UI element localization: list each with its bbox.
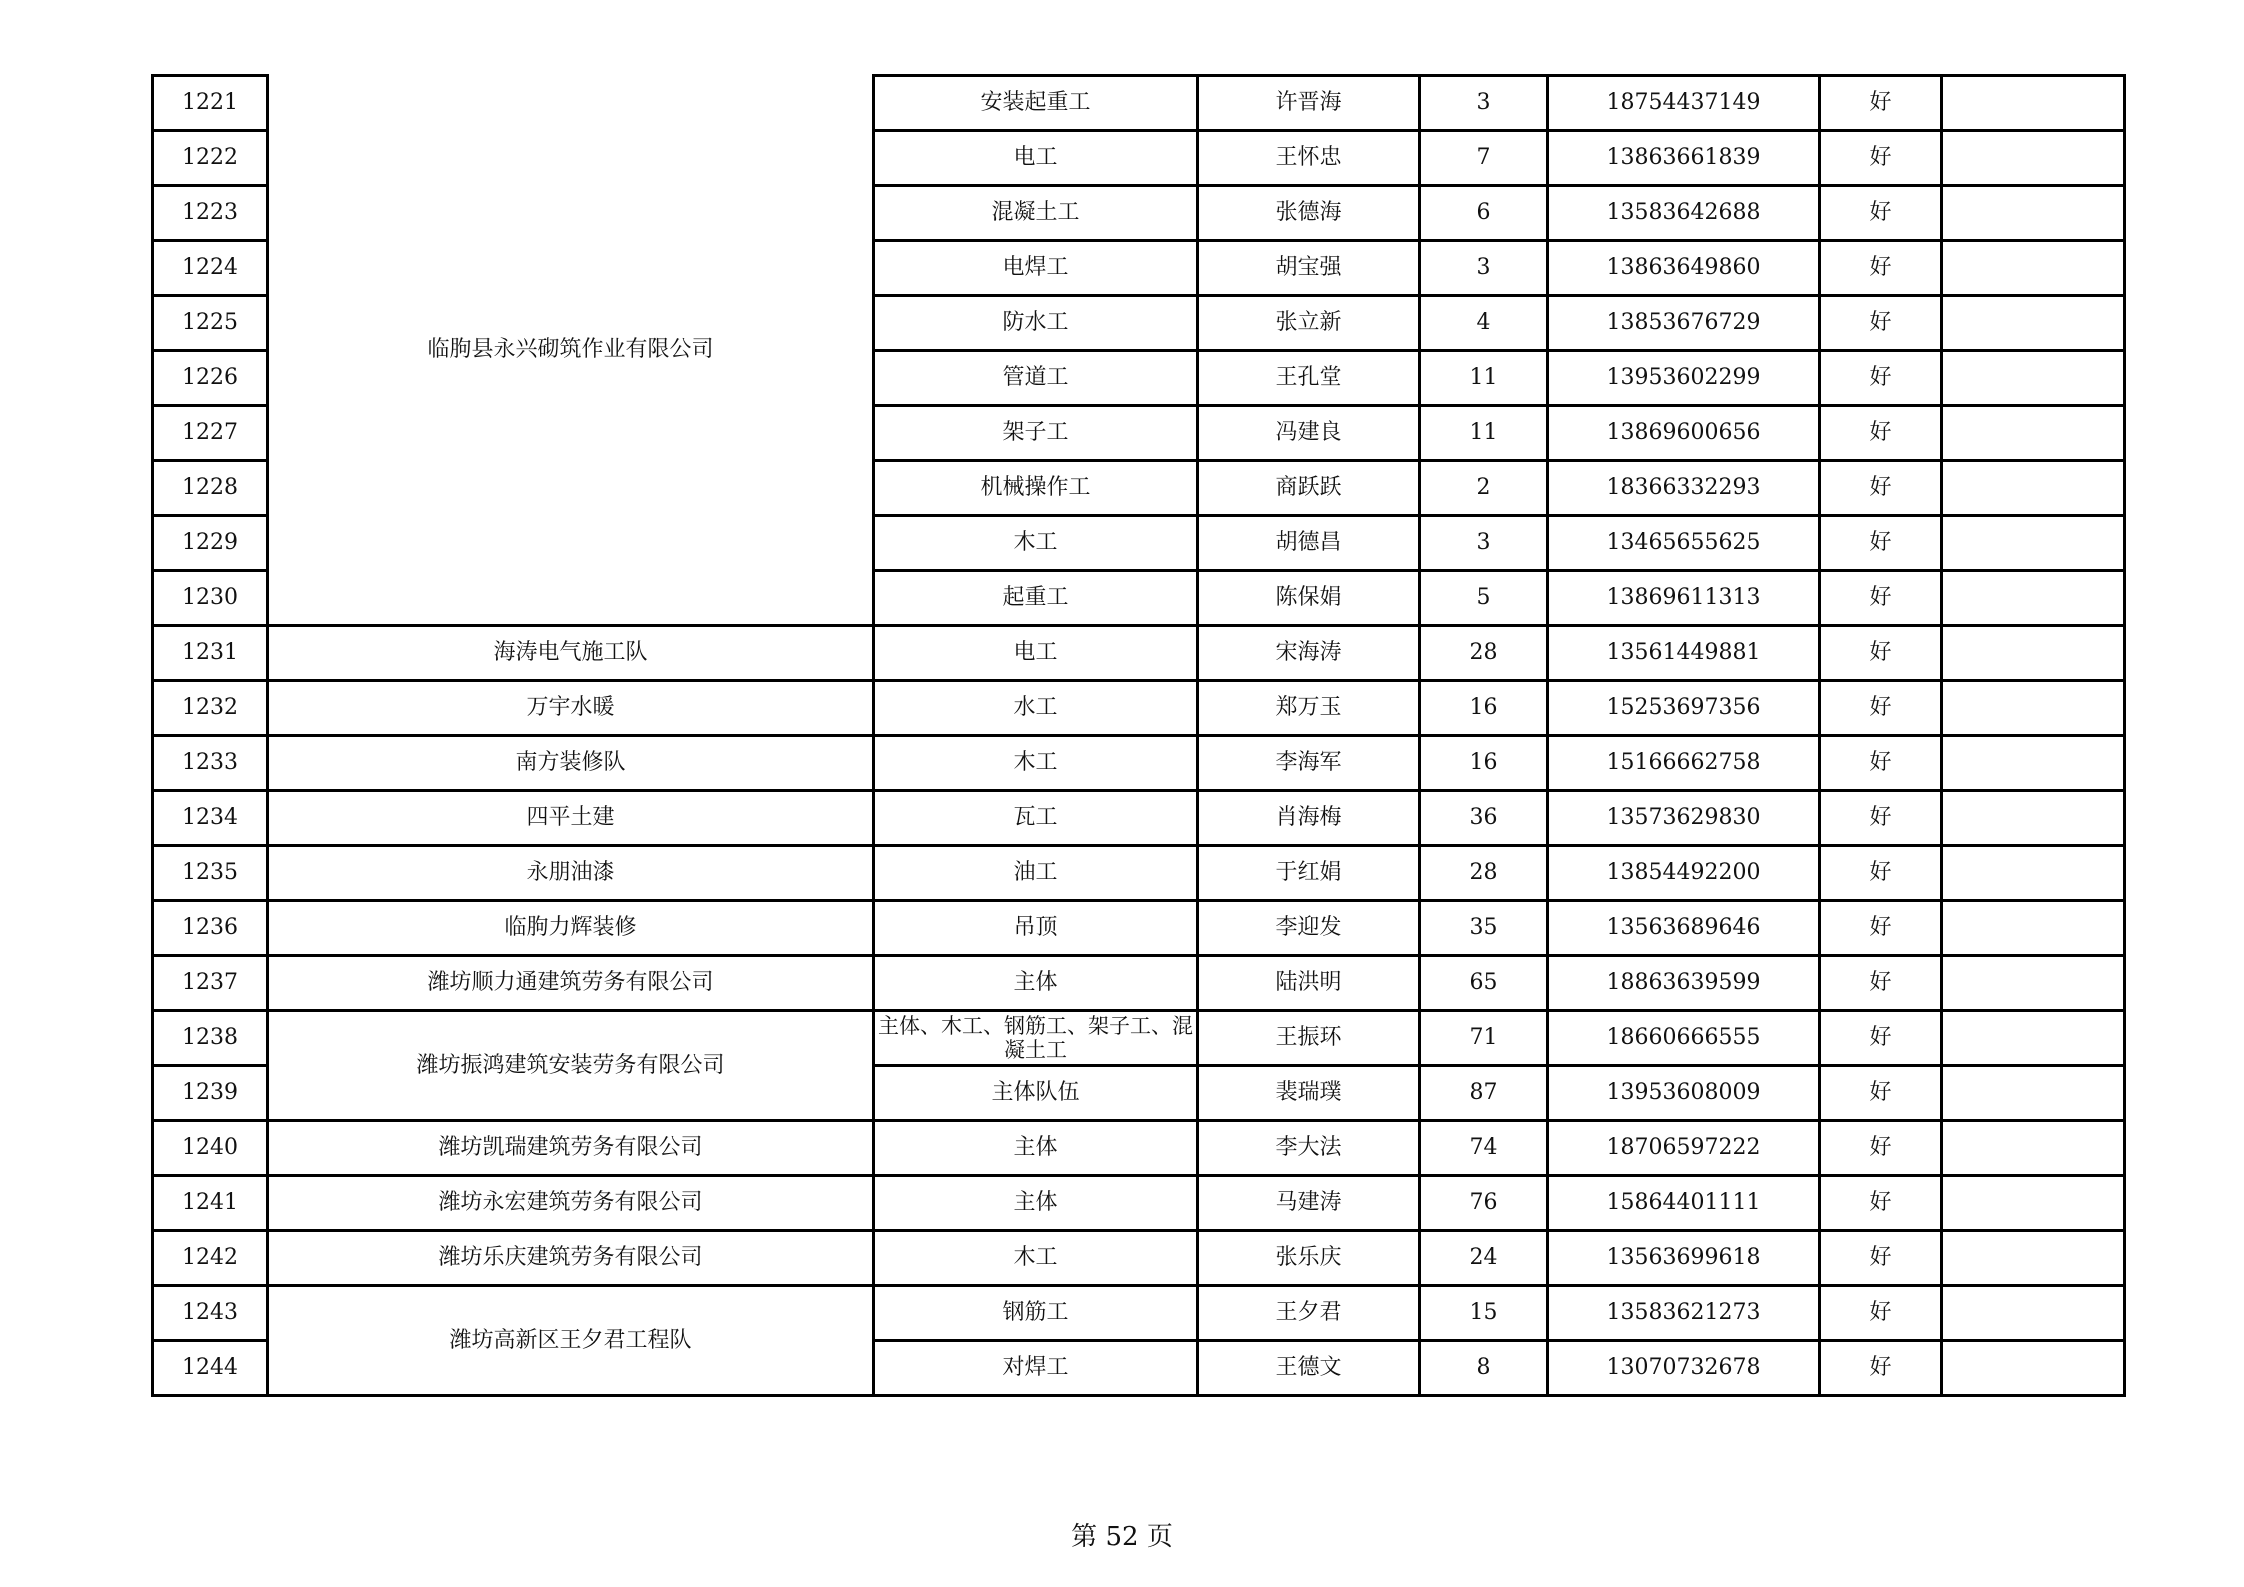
no-cell: 1243	[153, 1286, 268, 1341]
remark-cell	[1942, 131, 2125, 186]
count-cell: 6	[1420, 186, 1548, 241]
table-row	[153, 76, 2125, 131]
company-cell: 万宇水暖	[268, 681, 874, 736]
remark-cell	[1942, 1066, 2125, 1121]
phone-cell: 15864401111	[1548, 1176, 1820, 1231]
table-row	[153, 681, 2125, 736]
remark-cell	[1942, 186, 2125, 241]
rating-cell: 好	[1820, 681, 1942, 736]
leader-cell: 王德文	[1198, 1341, 1420, 1396]
phone-cell: 13563699618	[1548, 1231, 1820, 1286]
trade-cell: 机械操作工	[874, 461, 1198, 516]
no-cell: 1231	[153, 626, 268, 681]
phone-cell: 15166662758	[1548, 736, 1820, 791]
remark-cell	[1942, 791, 2125, 846]
trade-cell: 起重工	[874, 571, 1198, 626]
trade-cell: 管道工	[874, 351, 1198, 406]
remark-cell	[1942, 351, 2125, 406]
no-cell: 1224	[153, 241, 268, 296]
count-cell: 3	[1420, 241, 1548, 296]
no-cell: 1234	[153, 791, 268, 846]
phone-cell: 13863649860	[1548, 241, 1820, 296]
rating-cell: 好	[1820, 516, 1942, 571]
trade-cell: 混凝土工	[874, 186, 1198, 241]
phone-cell: 18754437149	[1548, 76, 1820, 131]
leader-cell: 商跃跃	[1198, 461, 1420, 516]
company-cell: 潍坊永宏建筑劳务有限公司	[268, 1176, 874, 1231]
count-cell: 76	[1420, 1176, 1548, 1231]
remark-cell	[1942, 901, 2125, 956]
rating-cell: 好	[1820, 1231, 1942, 1286]
company-cell: 临朐县永兴砌筑作业有限公司	[268, 76, 874, 626]
trade-cell: 主体	[874, 956, 1198, 1011]
count-cell: 87	[1420, 1066, 1548, 1121]
phone-cell: 13869611313	[1548, 571, 1820, 626]
table-row	[153, 956, 2125, 1011]
company-cell: 南方装修队	[268, 736, 874, 791]
remark-cell	[1942, 1231, 2125, 1286]
leader-cell: 宋海涛	[1198, 626, 1420, 681]
count-cell: 24	[1420, 1231, 1548, 1286]
count-cell: 65	[1420, 956, 1548, 1011]
count-cell: 3	[1420, 516, 1548, 571]
no-cell: 1235	[153, 846, 268, 901]
table-row	[153, 1121, 2125, 1176]
page-number	[0, 1516, 2244, 1553]
trade-cell: 油工	[874, 846, 1198, 901]
phone-cell: 13561449881	[1548, 626, 1820, 681]
company-cell: 潍坊顺力通建筑劳务有限公司	[268, 956, 874, 1011]
trade-cell: 木工	[874, 516, 1198, 571]
trade-cell: 电工	[874, 131, 1198, 186]
leader-cell: 裴瑞璞	[1198, 1066, 1420, 1121]
remark-cell	[1942, 1011, 2125, 1066]
rating-cell: 好	[1820, 791, 1942, 846]
remark-cell	[1942, 1121, 2125, 1176]
trade-cell: 木工	[874, 736, 1198, 791]
leader-cell: 于红娟	[1198, 846, 1420, 901]
no-cell: 1244	[153, 1341, 268, 1396]
company-cell: 海涛电气施工队	[268, 626, 874, 681]
leader-cell: 冯建良	[1198, 406, 1420, 461]
trade-cell: 主体	[874, 1176, 1198, 1231]
remark-cell	[1942, 516, 2125, 571]
no-cell: 1221	[153, 76, 268, 131]
trade-cell: 对焊工	[874, 1341, 1198, 1396]
count-cell: 74	[1420, 1121, 1548, 1176]
leader-cell: 李大法	[1198, 1121, 1420, 1176]
trade-cell: 钢筋工	[874, 1286, 1198, 1341]
count-cell: 11	[1420, 406, 1548, 461]
count-cell: 28	[1420, 626, 1548, 681]
phone-cell: 13563689646	[1548, 901, 1820, 956]
trade-cell: 瓦工	[874, 791, 1198, 846]
leader-cell: 许晋海	[1198, 76, 1420, 131]
rating-cell: 好	[1820, 76, 1942, 131]
table-row	[153, 1231, 2125, 1286]
rating-cell: 好	[1820, 1176, 1942, 1231]
remark-cell	[1942, 956, 2125, 1011]
rating-cell: 好	[1820, 736, 1942, 791]
trade-cell: 安装起重工	[874, 76, 1198, 131]
remark-cell	[1942, 76, 2125, 131]
table-row	[153, 1176, 2125, 1231]
rating-cell: 好	[1820, 571, 1942, 626]
leader-cell: 张德海	[1198, 186, 1420, 241]
company-cell: 潍坊乐庆建筑劳务有限公司	[268, 1231, 874, 1286]
no-cell: 1228	[153, 461, 268, 516]
count-cell: 36	[1420, 791, 1548, 846]
rating-cell: 好	[1820, 186, 1942, 241]
rating-cell: 好	[1820, 1286, 1942, 1341]
company-cell: 潍坊凯瑞建筑劳务有限公司	[268, 1121, 874, 1176]
leader-cell: 王孔堂	[1198, 351, 1420, 406]
phone-cell: 13953608009	[1548, 1066, 1820, 1121]
rating-cell: 好	[1820, 461, 1942, 516]
trade-cell: 主体	[874, 1121, 1198, 1176]
phone-cell: 13869600656	[1548, 406, 1820, 461]
count-cell: 16	[1420, 736, 1548, 791]
remark-cell	[1942, 571, 2125, 626]
no-cell: 1238	[153, 1011, 268, 1066]
rating-cell: 好	[1820, 406, 1942, 461]
no-cell: 1233	[153, 736, 268, 791]
count-cell: 71	[1420, 1011, 1548, 1066]
table-row	[153, 791, 2125, 846]
table-row	[153, 736, 2125, 791]
roster-table	[151, 74, 2126, 1397]
no-cell: 1223	[153, 186, 268, 241]
trade-cell: 架子工	[874, 406, 1198, 461]
remark-cell	[1942, 736, 2125, 791]
table-row	[153, 846, 2125, 901]
phone-cell: 13583621273	[1548, 1286, 1820, 1341]
remark-cell	[1942, 681, 2125, 736]
leader-cell: 张乐庆	[1198, 1231, 1420, 1286]
leader-cell: 马建涛	[1198, 1176, 1420, 1231]
company-cell: 临朐力辉装修	[268, 901, 874, 956]
no-cell: 1229	[153, 516, 268, 571]
remark-cell	[1942, 626, 2125, 681]
no-cell: 1225	[153, 296, 268, 351]
no-cell: 1230	[153, 571, 268, 626]
phone-cell: 13465655625	[1548, 516, 1820, 571]
remark-cell	[1942, 241, 2125, 296]
phone-cell: 13583642688	[1548, 186, 1820, 241]
trade-cell: 电焊工	[874, 241, 1198, 296]
trade-cell: 防水工	[874, 296, 1198, 351]
company-cell: 永朋油漆	[268, 846, 874, 901]
remark-cell	[1942, 406, 2125, 461]
no-cell: 1239	[153, 1066, 268, 1121]
no-cell: 1222	[153, 131, 268, 186]
company-cell: 潍坊振鸿建筑安装劳务有限公司	[268, 1011, 874, 1121]
phone-cell: 13573629830	[1548, 791, 1820, 846]
phone-cell: 13070732678	[1548, 1341, 1820, 1396]
page-number-prefix: 第	[1071, 1522, 1098, 1552]
count-cell: 2	[1420, 461, 1548, 516]
rating-cell: 好	[1820, 296, 1942, 351]
company-cell: 潍坊高新区王夕君工程队	[268, 1286, 874, 1396]
table-row	[153, 626, 2125, 681]
count-cell: 4	[1420, 296, 1548, 351]
leader-cell: 胡宝强	[1198, 241, 1420, 296]
no-cell: 1227	[153, 406, 268, 461]
leader-cell: 李海军	[1198, 736, 1420, 791]
leader-cell: 郑万玉	[1198, 681, 1420, 736]
leader-cell: 陆洪明	[1198, 956, 1420, 1011]
leader-cell: 胡德昌	[1198, 516, 1420, 571]
rating-cell: 好	[1820, 241, 1942, 296]
phone-cell: 15253697356	[1548, 681, 1820, 736]
rating-cell: 好	[1820, 846, 1942, 901]
rating-cell: 好	[1820, 1011, 1942, 1066]
phone-cell: 13853676729	[1548, 296, 1820, 351]
leader-cell: 张立新	[1198, 296, 1420, 351]
rating-cell: 好	[1820, 901, 1942, 956]
leader-cell: 李迎发	[1198, 901, 1420, 956]
count-cell: 16	[1420, 681, 1548, 736]
roster-body	[153, 76, 2125, 1396]
leader-cell: 王怀忠	[1198, 131, 1420, 186]
remark-cell	[1942, 461, 2125, 516]
leader-cell: 王夕君	[1198, 1286, 1420, 1341]
trade-cell: 吊顶	[874, 901, 1198, 956]
rating-cell: 好	[1820, 956, 1942, 1011]
count-cell: 8	[1420, 1341, 1548, 1396]
count-cell: 11	[1420, 351, 1548, 406]
table-row	[153, 1011, 2125, 1066]
leader-cell: 王振环	[1198, 1011, 1420, 1066]
trade-cell: 电工	[874, 626, 1198, 681]
remark-cell	[1942, 296, 2125, 351]
no-cell: 1237	[153, 956, 268, 1011]
rating-cell: 好	[1820, 351, 1942, 406]
trade-cell: 主体、木工、钢筋工、架子工、混凝土工	[874, 1011, 1198, 1066]
rating-cell: 好	[1820, 1341, 1942, 1396]
page-number-suffix: 页	[1146, 1522, 1173, 1552]
phone-cell: 13953602299	[1548, 351, 1820, 406]
trade-cell: 水工	[874, 681, 1198, 736]
company-cell: 四平土建	[268, 791, 874, 846]
table-row	[153, 1286, 2125, 1341]
remark-cell	[1942, 1341, 2125, 1396]
page-number-value: 52	[1105, 1522, 1139, 1552]
table-row	[153, 901, 2125, 956]
count-cell: 15	[1420, 1286, 1548, 1341]
no-cell: 1232	[153, 681, 268, 736]
count-cell: 5	[1420, 571, 1548, 626]
remark-cell	[1942, 1286, 2125, 1341]
count-cell: 35	[1420, 901, 1548, 956]
rating-cell: 好	[1820, 626, 1942, 681]
phone-cell: 13854492200	[1548, 846, 1820, 901]
phone-cell: 18366332293	[1548, 461, 1820, 516]
remark-cell	[1942, 1176, 2125, 1231]
phone-cell: 13863661839	[1548, 131, 1820, 186]
no-cell: 1240	[153, 1121, 268, 1176]
rating-cell: 好	[1820, 1121, 1942, 1176]
phone-cell: 18660666555	[1548, 1011, 1820, 1066]
phone-cell: 18863639599	[1548, 956, 1820, 1011]
no-cell: 1236	[153, 901, 268, 956]
trade-cell: 主体队伍	[874, 1066, 1198, 1121]
remark-cell	[1942, 846, 2125, 901]
no-cell: 1241	[153, 1176, 268, 1231]
leader-cell: 肖海梅	[1198, 791, 1420, 846]
count-cell: 7	[1420, 131, 1548, 186]
phone-cell: 18706597222	[1548, 1121, 1820, 1176]
rating-cell: 好	[1820, 1066, 1942, 1121]
count-cell: 3	[1420, 76, 1548, 131]
count-cell: 28	[1420, 846, 1548, 901]
no-cell: 1242	[153, 1231, 268, 1286]
leader-cell: 陈保娟	[1198, 571, 1420, 626]
rating-cell: 好	[1820, 131, 1942, 186]
trade-cell: 木工	[874, 1231, 1198, 1286]
no-cell: 1226	[153, 351, 268, 406]
